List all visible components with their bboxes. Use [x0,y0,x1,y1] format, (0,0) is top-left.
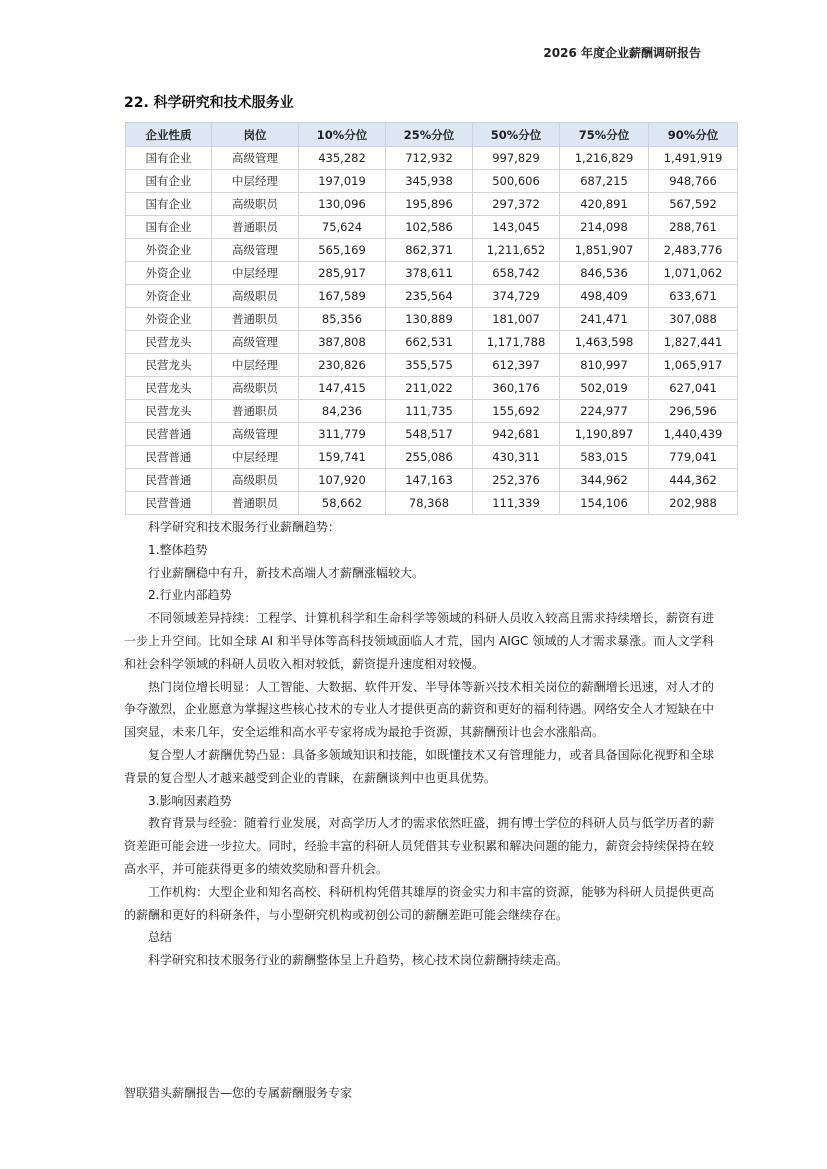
footer-slogan: 智联猎头薪酬报告—您的专属薪酬服务专家 [124,1086,353,1100]
heading-overall-trend: 1.整体趋势 [148,542,208,557]
column-header-p25: 25%分位 [386,123,473,147]
cell-p75: 1,463,598 [560,331,649,354]
cell-position: 高级管理 [212,331,299,354]
table-row [126,469,738,492]
table-row [126,400,738,423]
paragraph-overall-trend: 行业薪酬稳中有升，新技术高端人才薪酬涨幅较大。 [148,565,425,580]
cell-p10: 311,779 [299,423,386,446]
cell-p25: 211,022 [386,377,473,400]
cell-p10: 230,826 [299,354,386,377]
cell-p90: 779,041 [649,446,738,469]
cell-p75: 224,977 [560,400,649,423]
column-header-p90: 90%分位 [649,123,738,147]
table-row [126,308,738,331]
cell-position: 高级管理 [212,423,299,446]
cell-enterprise-type: 民营龙头 [126,331,212,354]
cell-enterprise-type: 民营普通 [126,469,212,492]
cell-p10: 84,236 [299,400,386,423]
cell-enterprise-type: 民营普通 [126,446,212,469]
cell-p25: 862,371 [386,239,473,262]
cell-position: 普通职员 [212,492,299,515]
column-header-p75: 75%分位 [560,123,649,147]
cell-position: 普通职员 [212,308,299,331]
cell-p90: 444,362 [649,469,738,492]
cell-p10: 565,169 [299,239,386,262]
cell-p25: 345,938 [386,170,473,193]
cell-position: 高级职员 [212,193,299,216]
cell-p25: 78,368 [386,492,473,515]
cell-p10: 130,096 [299,193,386,216]
cell-p50: 374,729 [473,285,560,308]
table-row [126,377,738,400]
table-row [126,216,738,239]
cell-p75: 498,409 [560,285,649,308]
table-row [126,147,738,170]
cell-p10: 147,415 [299,377,386,400]
cell-position: 高级职员 [212,377,299,400]
cell-p90: 2,483,776 [649,239,738,262]
cell-p25: 662,531 [386,331,473,354]
cell-p75: 687,215 [560,170,649,193]
table-row [126,446,738,469]
table-row [126,285,738,308]
report-header-title: 2026 年度企业薪酬调研报告 [543,46,701,60]
cell-p90: 1,827,441 [649,331,738,354]
cell-p75: 154,106 [560,492,649,515]
cell-p50: 181,007 [473,308,560,331]
cell-p90: 627,041 [649,377,738,400]
cell-p50: 430,311 [473,446,560,469]
cell-p25: 195,896 [386,193,473,216]
section-title: 22. 科学研究和技术服务业 [124,95,294,111]
cell-p90: 296,596 [649,400,738,423]
cell-enterprise-type: 外资企业 [126,308,212,331]
table-row [126,423,738,446]
paragraph-compound-talent: 复合型人才薪酬优势凸显：具备多领域知识和技能，如既懂技术又有管理能力，或者具备国际化视野和全球背景的复合型人才越来越受到企业的青睐，在薪酬谈判中也更具优势。 [124,747,714,785]
cell-position: 中层经理 [212,262,299,285]
cell-position: 中层经理 [212,354,299,377]
cell-p25: 235,564 [386,285,473,308]
cell-p10: 387,808 [299,331,386,354]
cell-p75: 846,536 [560,262,649,285]
table-row [126,262,738,285]
cell-p25: 130,889 [386,308,473,331]
cell-p90: 567,592 [649,193,738,216]
trend-analysis-text [124,516,714,972]
cell-p25: 102,586 [386,216,473,239]
cell-p25: 111,735 [386,400,473,423]
cell-p25: 712,932 [386,147,473,170]
table-body [126,147,738,515]
table-row [126,193,738,216]
cell-p50: 612,397 [473,354,560,377]
cell-enterprise-type: 外资企业 [126,262,212,285]
column-header-p50: 50%分位 [473,123,560,147]
column-header-enterprise-type: 企业性质 [126,123,212,147]
table-row [126,239,738,262]
cell-p10: 285,917 [299,262,386,285]
cell-enterprise-type: 外资企业 [126,285,212,308]
heading-internal-trend: 2.行业内部趋势 [148,588,232,603]
cell-p50: 1,171,788 [473,331,560,354]
cell-enterprise-type: 国有企业 [126,193,212,216]
cell-enterprise-type: 国有企业 [126,216,212,239]
cell-p75: 1,190,897 [560,423,649,446]
cell-enterprise-type: 国有企业 [126,170,212,193]
cell-p25: 355,575 [386,354,473,377]
column-header-p10: 10%分位 [299,123,386,147]
cell-position: 中层经理 [212,170,299,193]
cell-position: 普通职员 [212,216,299,239]
cell-p10: 75,624 [299,216,386,239]
paragraph-field-differences: 不同领域差异持续：工程学、计算机科学和生命科学等领域的科研人员收入较高且需求持续增长，薪资有进一步上升空间。比如全球 AI 和半导体等高科技领域面临人才荒，国内 AIGC 领域的人才需求暴涨。而人文学科和社会科学领域的科研人员收入相对较低，薪资提升速度相对较慢。 [124,611,714,671]
cell-p10: 85,356 [299,308,386,331]
cell-p10: 58,662 [299,492,386,515]
column-header-position: 岗位 [212,123,299,147]
cell-p75: 1,216,829 [560,147,649,170]
cell-p90: 1,491,919 [649,147,738,170]
cell-p50: 658,742 [473,262,560,285]
table-row [126,492,738,515]
cell-enterprise-type: 国有企业 [126,147,212,170]
cell-p50: 1,211,652 [473,239,560,262]
cell-p75: 583,015 [560,446,649,469]
cell-enterprise-type: 民营普通 [126,492,212,515]
cell-enterprise-type: 民营龙头 [126,354,212,377]
table-header-row [126,123,738,147]
cell-p50: 155,692 [473,400,560,423]
cell-p10: 167,589 [299,285,386,308]
paragraph-education-experience: 教育背景与经验：随着行业发展，对高学历人才的需求依然旺盛，拥有博士学位的科研人员与低学历者的薪资差距可能会进一步拉大。同时，经验丰富的科研人员凭借其专业积累和解决问题的能力，薪资会持续保持在较高水平，并可能获得更多的绩效奖励和晋升机会。 [124,816,714,876]
table-row [126,331,738,354]
cell-position: 普通职员 [212,400,299,423]
cell-p75: 241,471 [560,308,649,331]
cell-p75: 214,098 [560,216,649,239]
cell-p75: 344,962 [560,469,649,492]
salary-percentile-table [125,122,738,515]
heading-influence-factors: 3.影响因素趋势 [148,793,232,808]
cell-p50: 500,606 [473,170,560,193]
cell-p90: 288,761 [649,216,738,239]
cell-p10: 159,741 [299,446,386,469]
cell-enterprise-type: 民营龙头 [126,400,212,423]
cell-p25: 255,086 [386,446,473,469]
cell-p25: 378,611 [386,262,473,285]
cell-p50: 997,829 [473,147,560,170]
cell-p75: 1,851,907 [560,239,649,262]
cell-p50: 143,045 [473,216,560,239]
cell-p75: 420,891 [560,193,649,216]
cell-p50: 297,372 [473,193,560,216]
cell-p90: 1,071,062 [649,262,738,285]
paragraph-intro: 科学研究和技术服务行业薪酬趋势： [148,520,341,534]
cell-p25: 147,163 [386,469,473,492]
cell-p75: 810,997 [560,354,649,377]
cell-position: 高级职员 [212,285,299,308]
cell-p75: 502,019 [560,377,649,400]
cell-enterprise-type: 民营普通 [126,423,212,446]
table-row [126,354,738,377]
cell-p50: 111,339 [473,492,560,515]
cell-enterprise-type: 外资企业 [126,239,212,262]
paragraph-institution: 工作机构：大型企业和知名高校、科研机构凭借其雄厚的资金实力和丰富的资源，能够为科研人员提供更高的薪酬和更好的科研条件，与小型研究机构或初创公司的薪酬差距可能会继续存在。 [124,884,714,922]
cell-p90: 307,088 [649,308,738,331]
cell-p50: 252,376 [473,469,560,492]
cell-position: 高级管理 [212,147,299,170]
cell-enterprise-type: 民营龙头 [126,377,212,400]
paragraph-hot-positions: 热门岗位增长明显：人工智能、大数据、软件开发、半导体等新兴技术相关岗位的薪酬增长迅速，对人才的争夺激烈，企业愿意为掌握这些核心技术的专业人才提供更高的薪资和更好的福利待遇。网络安全人才短缺在中国突显，未来几年，安全运维和高水平专家将成为最抢手资源，其薪酬预计也会水涨船高。 [124,679,714,740]
cell-p50: 360,176 [473,377,560,400]
heading-summary: 总结 [148,930,173,945]
paragraph-summary: 科学研究和技术服务行业的薪酬整体呈上升趋势，核心技术岗位薪酬持续走高。 [148,953,569,968]
cell-p10: 197,019 [299,170,386,193]
cell-p90: 1,440,439 [649,423,738,446]
cell-position: 高级管理 [212,239,299,262]
cell-p50: 942,681 [473,423,560,446]
cell-position: 中层经理 [212,446,299,469]
cell-p90: 948,766 [649,170,738,193]
table-row [126,170,738,193]
cell-p10: 435,282 [299,147,386,170]
cell-p10: 107,920 [299,469,386,492]
cell-position: 高级职员 [212,469,299,492]
cell-p90: 202,988 [649,492,738,515]
cell-p90: 633,671 [649,285,738,308]
cell-p90: 1,065,917 [649,354,738,377]
cell-p25: 548,517 [386,423,473,446]
